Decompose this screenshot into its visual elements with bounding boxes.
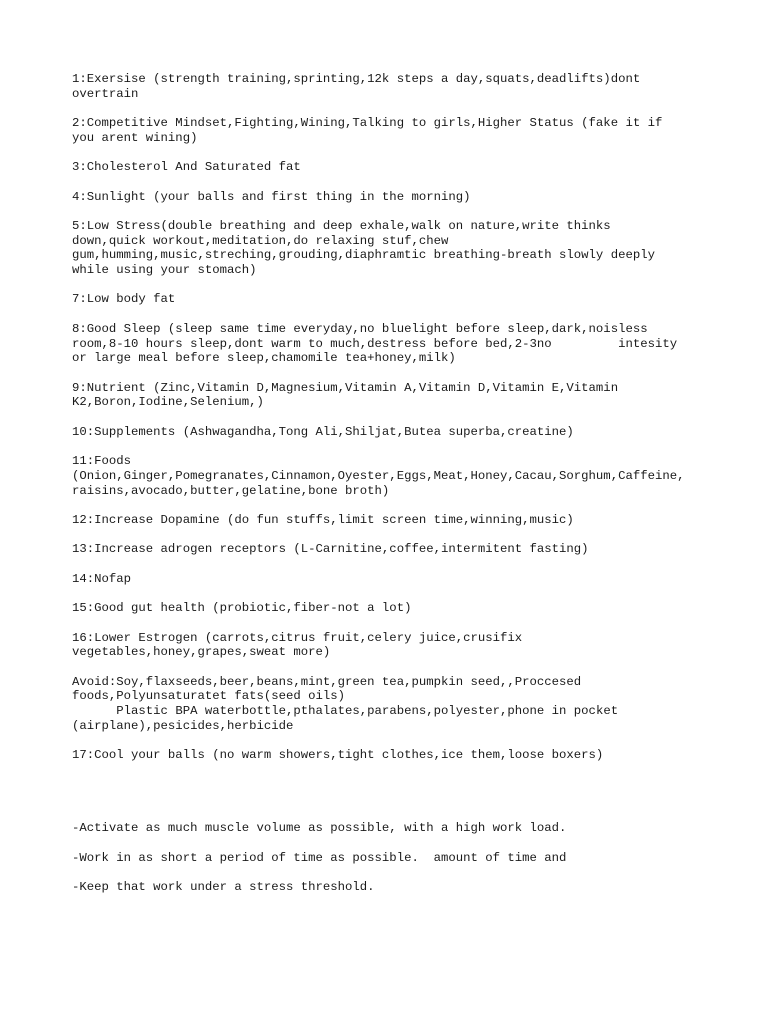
list-paragraph-8: 8:Good Sleep (sleep same time everyday,no bluelight before sleep,dark,noisless room,8-10 hours sleep,dont warm to much,destress before bed,2-3no intesity or large meal before sleep,chamomile tea+honey,milk) (72, 321, 678, 366)
list-paragraph-9: 9:Nutrient (Zinc,Vitamin D,Magnesium,Vitamin A,Vitamin D,Vitamin E,Vitamin K2,Boron,Iodine,Selenium,) (72, 380, 619, 410)
list-paragraph-13: 13:Increase adrogen receptors (L-Carnitine,coffee,intermitent fasting) (72, 542, 589, 557)
list-paragraph-11: 11:Foods (Onion,Ginger,Pomegranates,Cinnamon,Oyester,Eggs,Meat,Honey,Cacau,Sorghum,Caffeine, raisins,avocado,butter,gelatine,bone broth) (72, 454, 685, 498)
note-paragraph-2: -Work in as short a period of time as possible. amount of time and (72, 850, 567, 865)
blank-gap (72, 777, 712, 821)
note-paragraph-1: -Activate as much muscle volume as possible, with a high work load. (72, 821, 567, 836)
document-page (72, 72, 712, 910)
list-paragraph-16: 16:Lower Estrogen (carrots,citrus fruit,celery juice,crusifix vegetables,honey,grapes,sweat more) (72, 630, 523, 660)
list-paragraph-12: 12:Increase Dopamine (do fun stuffs,limit screen time,winning,music) (72, 512, 574, 527)
list-paragraph-14: 14:Nofap (72, 571, 132, 586)
list-paragraph-1: 1:Exersise (strength training,sprinting,12k steps a day,squats,deadlifts)dont overtrain (72, 72, 641, 101)
list-paragraph-7: 7:Low body fat (72, 292, 176, 307)
list-paragraph-5: 5:Low Stress(double breathing and deep exhale,walk on nature,write thinks down,quick workout,meditation,do relaxing stuf,chew gum,humming,music,streching,grouding,diaphramtic breathing-breath slowly deeply while using your stomach) (72, 218, 655, 278)
list-paragraph-17: 17:Cool your balls (no warm showers,tight clothes,ice them,loose boxers) (72, 748, 604, 763)
list-paragraph-3: 3:Cholesterol And Saturated fat (72, 160, 301, 175)
list-paragraph-2: 2:Competitive Mindset,Fighting,Wining,Talking to girls,Higher Status (fake it if you arent wining) (72, 116, 663, 145)
list-paragraph-15: 15:Good gut health (probiotic,fiber-not a lot) (72, 601, 412, 616)
avoid-paragraph: Avoid:Soy,flaxseeds,beer,beans,mint,green tea,pumpkin seed,,Proccesed foods,Polyunsaturatet fats(seed oils) Plastic BPA waterbottle,pthalates,parabens,polyester,phone in pocket (airplane),pesicides,herbicide (72, 674, 619, 733)
list-paragraph-4: 4:Sunlight (your balls and first thing in the morning) (72, 189, 471, 204)
list-paragraph-10: 10:Supplements (Ashwagandha,Tong Ali,Shiljat,Butea superba,creatine) (72, 424, 574, 439)
note-paragraph-3: -Keep that work under a stress threshold. (72, 880, 375, 895)
